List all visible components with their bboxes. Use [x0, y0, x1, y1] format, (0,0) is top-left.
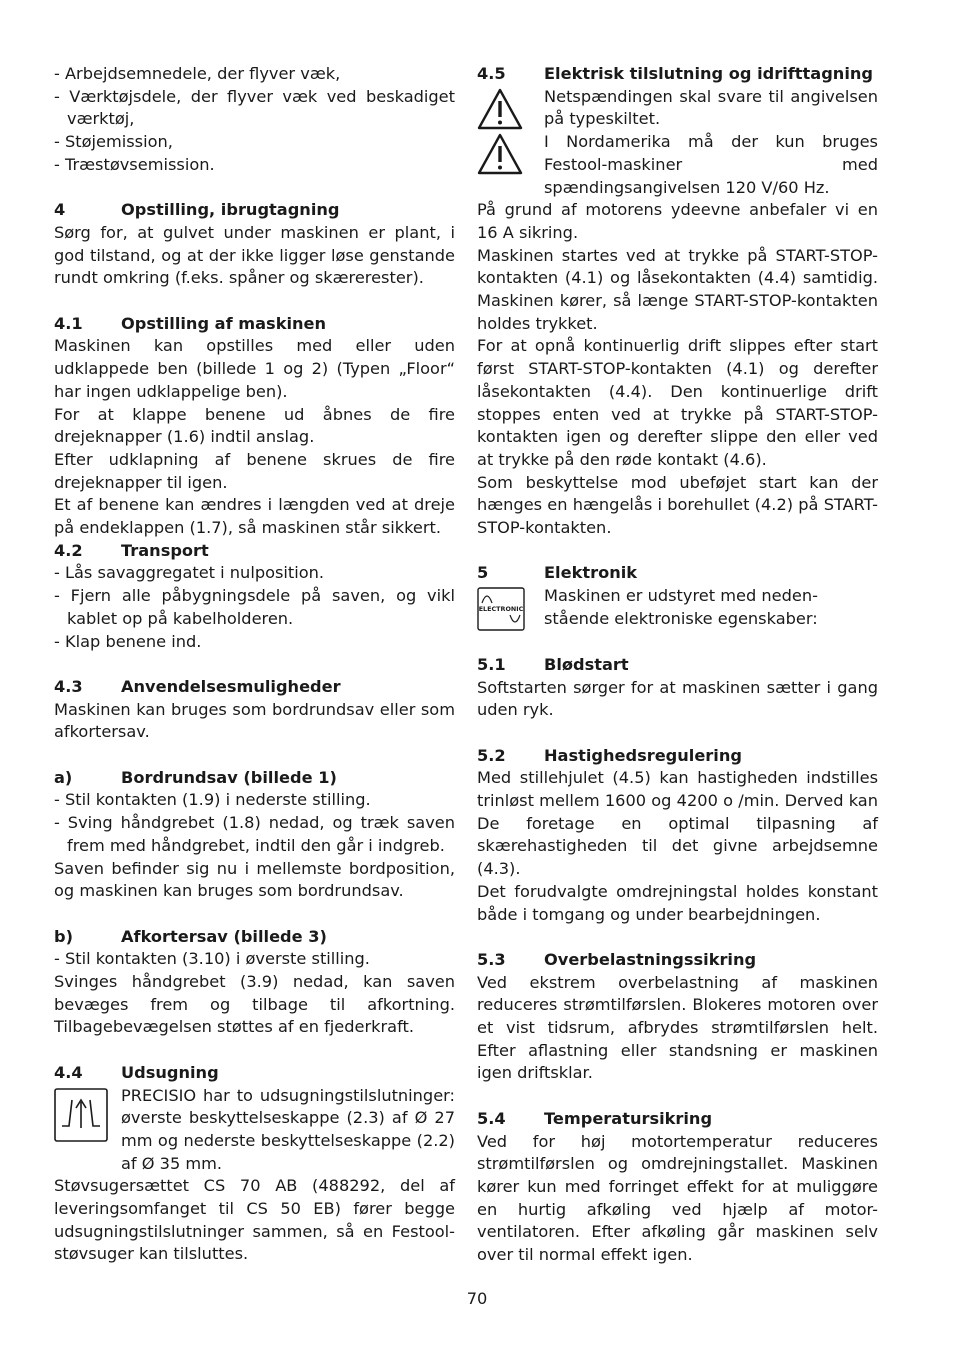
section-number: 5.4 — [477, 1108, 506, 1128]
section-title: Transport — [121, 540, 209, 560]
page-number: 70 — [466, 1289, 488, 1308]
right-column — [477, 63, 878, 1267]
paragraph: Sørg for, at gulvet under maskinen er plant, i god tilstand, og at der ikke ligger løse genstande rundt omkring (f.eks. spåner og skærerester). — [54, 222, 455, 288]
electronic-icon — [477, 587, 525, 631]
paragraph: For at opnå kontinuerlig drift slippes efter start først START-STOP-kontakten (4.1) og derefter låsekontakten (4.4). Den kontinuerlige drift stoppes enten ved at trykke på START-STOP-kontakten igen og derefter slippe den eller ved at trykke på den røde kontakt (4.6). — [477, 336, 878, 469]
section-number: 5.2 — [477, 745, 506, 765]
list-item: - Lås savaggregatet i nulposition. — [54, 563, 325, 583]
section-heading-4 — [54, 199, 455, 222]
paragraph: For at klappe benene ud åbnes de fire drejeknapper (1.6) indtil anslag. — [54, 404, 455, 447]
paragraph: Maskinen kan opstilles med eller uden udklappede ben (billede 1 og 2) (Typen „Floor“ har ingen udklappelige ben). — [54, 336, 455, 401]
section-heading-4-1 — [54, 313, 455, 336]
electronic-icon-label: ELECTRONIC — [478, 605, 524, 614]
warning-triangle-icon — [477, 88, 523, 130]
paragraph: Maskinen kan bruges som bordrundsav eller som afkortersav. — [54, 699, 455, 742]
section-heading-5-2 — [477, 745, 878, 768]
paragraph: Svinges håndgrebet (3.9) nedad, kan saven bevæges frem og tilbage til afkortning. Tilbagebevægelsen støttes af en fjederkraft. — [54, 972, 455, 1037]
section-heading-a — [54, 767, 455, 790]
warning-text: Netspændingen skal svare til angivelsen på typeskiltet. — [544, 86, 878, 129]
paragraph: Ved ekstrem overbelastning af maskinen reduceres strømtilførslen. Blokeres motoren over et vist tidsrum, afbrydes strømtilførslen helt. Efter aflastning eller standsning er maskinen igen driftsklar. — [477, 972, 878, 1083]
paragraph: Med stillehjulet (4.5) kan hastigheden indstilles trinløst mellem 1600 og 4200 o /min. Derved kan De foretage en optimal tilpasning af skærehastigheden til det givne arbejdsemne (4.3). — [477, 768, 878, 879]
section-heading-5-4 — [477, 1108, 878, 1131]
list-item: - Stil kontakten (1.9) i nederste stilling. — [54, 790, 371, 810]
section-heading-4-3 — [54, 676, 455, 699]
section-title: Opstilling, ibrugtagning — [121, 200, 340, 220]
section-title: Afkortersav (billede 3) — [121, 926, 327, 946]
list-item: - Værktøjsdele, der flyver væk ved beskadiget værktøj, — [54, 86, 455, 129]
list-item: - Sving håndgrebet (1.8) nedad, og træk saven frem med håndgrebet, indtil den går i indgreb. — [54, 813, 455, 855]
list-item: - Stil kontakten (3.10) i øverste stilling. — [54, 949, 370, 969]
section-number: 4.2 — [54, 540, 83, 560]
list-item: - Støjemission, — [54, 132, 173, 152]
dust-extraction-icon — [54, 1088, 108, 1142]
section-heading-5-3 — [477, 949, 878, 972]
section-title: Anvendelsesmuligheder — [121, 676, 341, 696]
section-heading-4-5 — [477, 63, 878, 86]
paragraph: Et af benene kan ændres i længden ved at dreje på endeklappen (1.7), så maskinen står sikkert. — [54, 495, 455, 538]
section-heading-5-1 — [477, 654, 878, 677]
section-number: 4.4 — [54, 1062, 83, 1082]
paragraph: Softstarten sørger for at maskinen sætter i gang uden ryk. — [477, 677, 878, 720]
paragraph: På grund af motorens ydeevne anbefaler vi en 16 A sikring. — [477, 200, 878, 242]
section-number: 4 — [54, 200, 66, 220]
section-title: Bordrundsav (billede 1) — [121, 767, 337, 787]
section-heading-b — [54, 926, 455, 949]
paragraph: Maskinen startes ved at trykke på START-STOP-kontakten (4.1) og låsekontakten (4.4) samtidig. Maskinen kører, så længe START-STOP-kontakten holdes trykket. — [477, 245, 878, 333]
section-title: Blødstart — [544, 654, 629, 674]
section-title: Hastighedsregulering — [544, 745, 742, 765]
section-heading-5 — [477, 562, 878, 585]
list-item: - Klap benene ind. — [54, 631, 202, 651]
section-title: Elektrisk tilslutning og idrifttagning — [544, 64, 873, 83]
section-heading-4-2 — [54, 540, 455, 563]
left-column — [54, 63, 455, 1266]
warning-triangle-icon — [477, 133, 523, 175]
section-number: 4.5 — [477, 64, 506, 83]
paragraph: Efter udklapning af benene skrues de fire drejeknapper til igen. — [54, 449, 455, 492]
warning-text: I Nordamerika må der kun bruges Festool-maskiner med spændingsangivelsen 120 V/60 Hz. — [544, 132, 878, 197]
section-title: Udsugning — [121, 1062, 219, 1082]
paragraph: Ved for høj motortemperatur reduceres strømtilførslen og omdrejningstallet. Maskinen kører kun med forringet effekt for at muliggøre en hurtig afkøling ved hjælp af motor-ventilatoren. Efter afkøling går maskinen selv over til normal effekt igen. — [477, 1131, 878, 1265]
section-title: Temperatursikring — [544, 1108, 713, 1128]
section-heading-4-4 — [54, 1062, 455, 1085]
electronic-row — [477, 585, 878, 631]
paragraph: Saven befinder sig nu i mellemste bordposition, og maskinen kan bruges som bordrundsav. — [54, 858, 455, 901]
section-number: 4.3 — [54, 676, 83, 696]
list-item: - Fjern alle påbygningsdele på saven, og vikl kablet op på kabelholderen. — [54, 586, 455, 628]
section-number: 5.1 — [477, 654, 506, 674]
list-item: - Arbejdsemnedele, der flyver væk, — [54, 64, 341, 83]
section-number: 5.3 — [477, 949, 506, 969]
section-number: a) — [54, 767, 73, 787]
section-number: 4.1 — [54, 313, 83, 333]
list-item: - Træstøvsemission. — [54, 154, 215, 174]
dust-extraction-row — [54, 1085, 455, 1176]
paragraph: Maskinen er udstyret med neden-stående elektroniske egenskaber: — [544, 586, 818, 628]
section-title: Opstilling af maskinen — [121, 313, 327, 333]
paragraph: Det forudvalgte omdrejningstal holdes konstant både i tomgang og under bearbejdningen. — [477, 881, 878, 924]
warning-row — [477, 86, 878, 200]
section-title: Overbelastningssikring — [544, 949, 757, 969]
section-title: Elektronik — [544, 563, 638, 583]
section-number: b) — [54, 926, 73, 946]
section-number: 5 — [477, 563, 489, 583]
paragraph: Støvsugersættet CS 70 AB (488292, del af leveringsomfanget til CS 50 EB) fører begge udsugningstilslutninger sammen, så en Festool-støvsuger kan tilsluttes. — [54, 1176, 455, 1264]
paragraph: PRECISIO har to udsugningstilslutninger: øverste beskyttelseskappe (2.3) af Ø 27 mm og nederste beskyttelseskappe (2.2) af Ø 35 mm. — [121, 1085, 455, 1173]
paragraph: Som beskyttelse mod ubeføjet start kan der hænges en hængelås i borehullet (4.2) på START-STOP-kontakten. — [477, 472, 878, 538]
